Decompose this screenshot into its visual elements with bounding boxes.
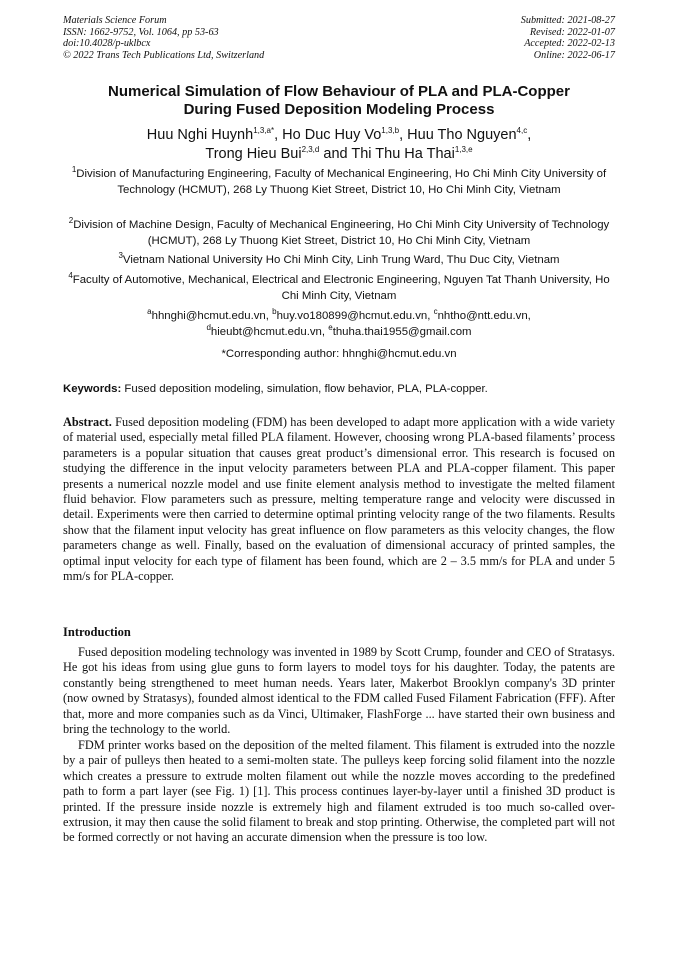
abstract-text: Fused deposition modeling (FDM) has been developed to adapt more application with a wide variety of material used, especially metal filled PLA filament. However, choosing wrong PLA-based filaments’ process parameters is a popular situation that causes great product’s dimensional error. This research is focused on studying the difference in the input velocity parameters between PLA and PLA-copper filament. This paper presents a numerical nozzle model and use finite element analysis method to investigate the melted filament fluid behavior. Flow parameters such as pressure, melting temperature range and velocity were discussed in detail. Experiments were then carried to determine optimal printing velocity range of the two filaments. Results show that the filament input velocity has great influence on flow parameters as this velocity changes, the flow parameters change as well. Finally, based on the evaluation of dimensional accuracy of printed samples, the optimal input velocity for each type of filament has been found, which are 2 – 3.5 mm/s for PLA and under 5 mm/s for PLA-copper. — [63, 415, 615, 584]
corresponding-author: *Corresponding author: hhnghi@hcmut.edu.vn — [221, 348, 457, 360]
author-affiliation-sup: 1,3,b — [381, 126, 400, 136]
author-list: Huu Nghi Huynh$^{1,3,a*}$, Ho Duc Huy Vo$^{1,3,b}$, Huu Tho Nguyen$^{4,c}$, Trong Hieu Bui$^{2,3,d}$ and Thi Thu Ha Thai$^{1,3,e}$ — [146, 126, 532, 162]
paper-title — [63, 83, 615, 119]
affiliation-3: $^3$Vietnam National University Ho Chi Minh City, Linh Trung Ward, Thu Duc City, Vietnam — [118, 251, 560, 266]
intro-paragraph-2: FDM printer works based on the deposition of the melted filament. This filament is extruded into the nozzle by a pair of pulleys then heated to a semi-molten state. The pulleys keep forcing solid filament into the nozzle which creates a pressure to extrude molten filament out while the nozzle moves according to the predefined path to form a part layer (see Fig. 1) [1]. This process continues layer-by-layer until a finished 3D product is printed. If the pressure inside nozzle is extremely high and filament extruded is too much so-called over-extrusion, it may then cause the solid filament to break and stop printing. Otherwise, the completed part will not be formed correctly or not having an accurate dimension when the pressure is too low. — [63, 738, 615, 845]
date-online: Online: 2022-06-17 — [533, 49, 615, 61]
date-revised: Revised: 2022-01-07 — [529, 26, 615, 38]
date-accepted: Accepted: 2022-02-13 — [524, 38, 615, 49]
author-affiliation-sup: 4,c — [516, 126, 528, 136]
affiliation-1: $^1$Division of Manufacturing Engineering, Faculty of Mechanical Engineering, Ho Chi Minh City University of Technology (HCMUT), 268 Ly Thuong Kiet Street, District 10, Ho Chi Minh City, Vietnam — [71, 165, 607, 196]
section-heading-introduction: Introduction — [63, 625, 131, 639]
journal-doi: doi:10.4028/p-uklbcx — [63, 38, 151, 49]
author-affiliation-sup: 2,3,d — [301, 145, 320, 155]
author-affiliation-sup: 1,3,a* — [253, 126, 275, 136]
abstract — [63, 415, 615, 584]
journal-name: Materials Science Forum — [63, 15, 167, 26]
journal-issn: ISSN: 1662-9752, Vol. 1064, pp 53-63 — [63, 26, 219, 38]
abstract-label: Abstract. — [63, 415, 112, 429]
affiliation-2: $^2$Division of Machine Design, Faculty of Mechanical Engineering, Ho Chi Minh City University of Technology (HCMUT), 268 Ly Thuong Kiet Street, District 10, Ho Chi Minh City, Vietnam — [68, 216, 610, 247]
author-affiliation-sup: 1,3,e — [454, 145, 473, 155]
title-line-1: Numerical Simulation of Flow Behaviour of PLA and PLA-Copper — [108, 83, 570, 100]
date-submitted: Submitted: 2021-08-27 — [520, 15, 615, 26]
keywords-label: Keywords: — [63, 383, 122, 395]
journal-copyright: © 2022 Trans Tech Publications Ltd, Switzerland — [63, 49, 265, 61]
intro-paragraph-1: Fused deposition modeling technology was invented in 1989 by Scott Crump, founder and CEO of Stratasys. He got his ideas from using glue guns to form layers to model toys for his daughter. Today, the patents are constantly being strengthened to meet human needs. Years later, Makerbot Brooklyn company's 3D printer (now owned by Stratasys), founded almost identical to the FDM called Fused Filament Fabrication (FFF). After that, more and more companies such as da Vinci, Ultimaker, FlashForge ... have started their own business and bring the technology to the world. — [63, 645, 615, 737]
keywords — [63, 382, 615, 397]
email-link[interactable]: hhnghi@hcmut.edu.vn, — [151, 310, 269, 322]
email-link[interactable]: thuha.thai1955@gmail.com — [332, 325, 472, 338]
submission-dates — [521, 15, 615, 61]
email-link[interactable]: nhtho@ntt.edu.vn, — [437, 310, 531, 322]
author-name: Ho Duc Huy Vo — [282, 127, 382, 143]
keywords-text: Fused deposition modeling, simulation, flow behavior, PLA, PLA-copper. — [124, 383, 488, 395]
journal-info — [63, 15, 264, 61]
author-name: Thi Thu Ha Thai — [351, 146, 455, 162]
title-line-2: During Fused Deposition Modeling Process — [183, 101, 495, 118]
affiliation-4: $^4$Faculty of Automotive, Mechanical, Electrical and Electronic Engineering, Nguyen Tat Thanh University, Ho Chi Minh City, Vietnam — [68, 271, 610, 302]
email-link[interactable]: huy.vo180899@hcmut.edu.vn, — [276, 310, 431, 322]
author-emails: $^a$hhnghi@hcmut.edu.vn, $^b$huy.vo180899@hcmut.edu.vn, $^c$nhtho@ntt.edu.vn, $^d$hieubt@hcmut.edu.vn, $^e$thuha.thai1955@gmail.com — [147, 307, 531, 338]
author-name: Huu Nghi Huynh — [146, 127, 254, 143]
author-name: Trong Hieu Bui — [205, 146, 302, 162]
author-name: Huu Tho Nguyen — [407, 127, 517, 143]
email-link[interactable]: hieubt@hcmut.edu.vn, — [210, 325, 326, 338]
